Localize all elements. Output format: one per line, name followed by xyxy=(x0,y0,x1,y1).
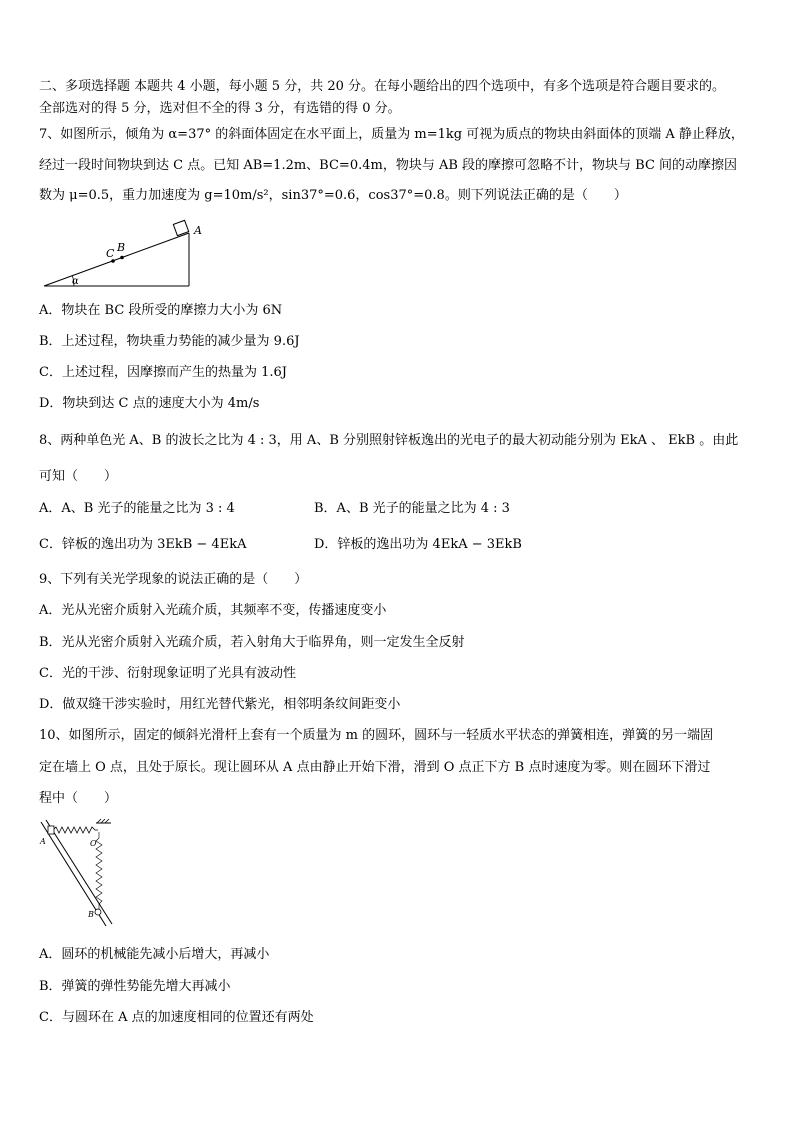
q7-stem-line-2: 经过一段时间物块到达 C 点。已知 AB=1.2m、BC=0.4m，物块与 AB 段的摩擦可忽略不计，物块与 BC 间的动摩擦因 xyxy=(39,158,738,173)
q8-option-b: B．A、B 光子的能量之比为 4 : 3 xyxy=(314,501,510,516)
q7-incline-figure xyxy=(40,218,215,290)
q10-option-a: A．圆环的机械能先减小后增大，再减小 xyxy=(39,947,270,962)
q10-stem-line-3: 程中（ ） xyxy=(39,791,118,806)
q7-option-d: D．物块到达 C 点的速度大小为 4m/s xyxy=(39,396,260,411)
ring-at-a-shape xyxy=(48,826,54,834)
q9-option-a: A．光从光密介质射入光疏介质，其频率不变，传播速度变小 xyxy=(39,603,387,618)
point-b-dot xyxy=(120,256,124,260)
q8-option-d: D．锌板的逸出功为 4EkA − 3EkB xyxy=(314,537,522,552)
block-shape xyxy=(173,220,188,235)
q8-option-c: C．锌板的逸出功为 3EkB − 4EkA xyxy=(39,537,247,552)
q10-option-c: C．与圆环在 A 点的加速度相同的位置还有两处 xyxy=(39,1010,314,1025)
q10-stem-line-2: 定在墙上 O 点，且处于原长。现让圆环从 A 点由静止开始下滑，滑到 O 点正下方 B 点时速度为零。则在圆环下滑过 xyxy=(39,760,711,775)
label-b: B xyxy=(117,241,126,254)
section-line-1: 二、多项选择题 本题共 4 小题，每小题 5 分，共 20 分。在每小题给出的四个选项中，有多个选项是符合题目要求的。 xyxy=(39,79,726,94)
q9-option-b: B．光从光密介质射入光疏介质，若入射角大于临界角，则一定发生全反射 xyxy=(39,635,465,650)
q7-stem-line-3: 数为 μ=0.5，重力加速度为 g=10m/s²，sin37°=0.6，cos37°=0.8。则下列说法正确的是（ ） xyxy=(39,188,627,203)
q7-option-b: B．上述过程，物块重力势能的减少量为 9.6J xyxy=(39,334,300,349)
q9-stem: 9、下列有关光学现象的说法正确的是（ ） xyxy=(39,572,308,587)
q7-option-a: A．物块在 BC 段所受的摩擦力大小为 6N xyxy=(39,303,283,318)
q8-stem-line-2: 可知（ ） xyxy=(39,469,118,484)
label-a: A xyxy=(40,837,46,846)
ring-at-b-shape xyxy=(95,909,101,915)
q10-stem-line-1: 10、如图所示，固定的倾斜光滑杆上套有一个质量为 m 的圆环，圆环与一轻质水平状态的弹簧相连，弹簧的另一端固 xyxy=(39,728,714,743)
q7-option-c: C．上述过程，因摩擦而产生的热量为 1.6J xyxy=(39,365,287,380)
q9-option-c: C．光的干涉、衍射现象证明了光具有波动性 xyxy=(39,666,296,681)
label-c: C xyxy=(106,247,115,260)
q10-rod-spring-figure xyxy=(36,818,120,930)
section-line-2: 全部选对的得 5 分，选对但不全的得 3 分，有选错的得 0 分。 xyxy=(39,101,401,116)
q8-option-a: A．A、B 光子的能量之比为 3 : 4 xyxy=(39,501,235,516)
label-b: B xyxy=(88,910,94,919)
label-alpha: α xyxy=(72,276,79,287)
label-o: O xyxy=(90,839,97,848)
q10-option-b: B．弹簧的弹性势能先增大再减小 xyxy=(39,979,231,994)
q9-option-d: D．做双缝干涉实验时，用红光替代紫光，相邻明条纹间距变小 xyxy=(39,697,401,712)
label-a: A xyxy=(194,224,202,237)
q8-stem-line-1: 8、两种单色光 A、B 的波长之比为 4 : 3，用 A、B 分别照射锌板逸出的光电子的最大初动能分别为 EkA 、 EkB 。由此 xyxy=(39,433,739,448)
q7-stem-line-1: 7、如图所示，倾角为 α=37° 的斜面体固定在水平面上，质量为 m=1kg 可视为质点的物块由斜面体的顶端 A 静止释放， xyxy=(39,127,744,142)
